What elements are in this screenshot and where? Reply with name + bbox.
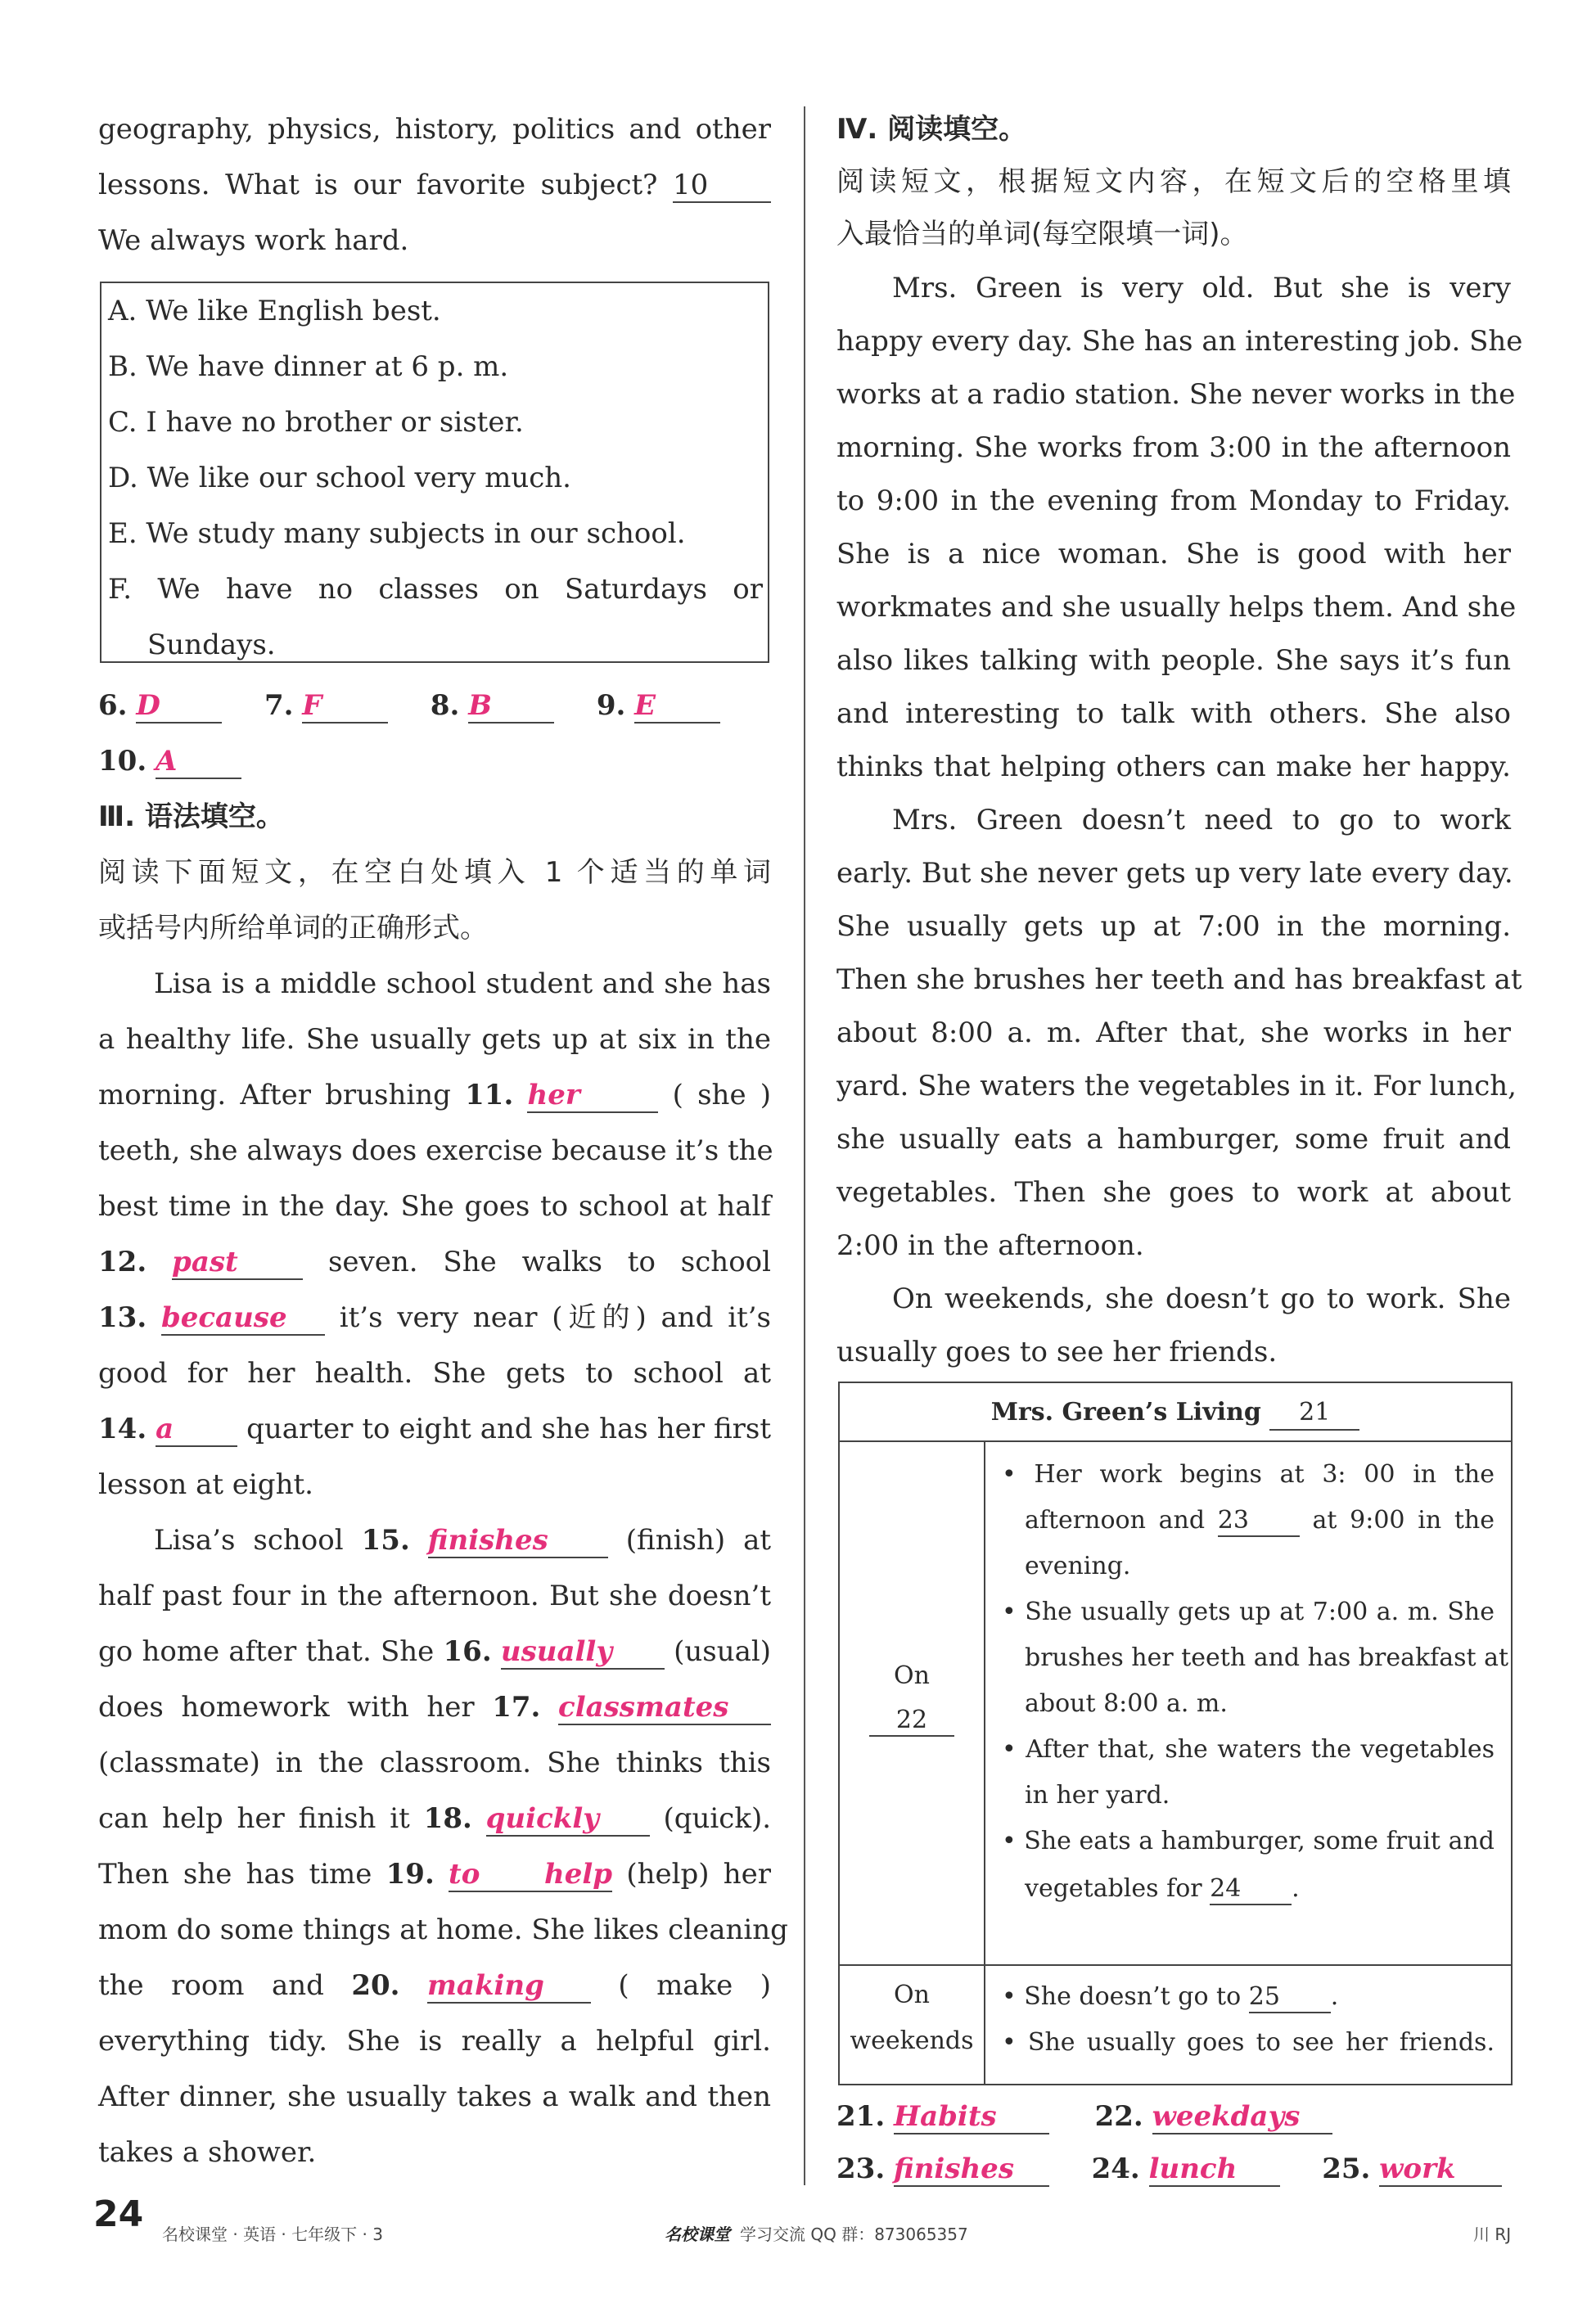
- table-row-divider: [840, 1964, 1511, 1966]
- row2-label: On: [894, 1981, 930, 2009]
- text-line: We always work hard.: [98, 224, 409, 257]
- table-item: • She usually gets up at 7:00 a. m. She: [1002, 1598, 1495, 1626]
- passage-line: vegetables. Then she goes to work at about: [836, 1176, 1511, 1209]
- section-3-title: Ⅲ. 语法填空。: [98, 800, 284, 833]
- answer-21: Habits: [894, 2100, 1049, 2134]
- blank-18: quickly: [486, 1802, 650, 1837]
- table-column-divider: [984, 1440, 985, 2084]
- passage-line: Lisa’s school 15. finishes (finish) at: [154, 1524, 772, 1557]
- brand-logo: 名校课堂: [665, 2225, 730, 2244]
- option-f-cont: Sundays.: [147, 629, 276, 661]
- blank-25: 25: [1249, 1982, 1331, 2013]
- passage-line: usually goes to see her friends.: [836, 1336, 1278, 1368]
- passage-line: works at a radio station. She never works in the: [836, 378, 1516, 411]
- table-item: evening.: [1025, 1552, 1131, 1580]
- passage-line: does homework with her 17. classmates: [98, 1683, 771, 1732]
- option-d: D. We like our school very much.: [108, 462, 571, 494]
- answer-22: weekdays: [1152, 2100, 1332, 2134]
- book-info: 名校课堂 · 英语 · 七年级下 · 3: [162, 2225, 383, 2244]
- table-title: Mrs. Green’s Living 21: [840, 1396, 1511, 1431]
- table-item: in her yard.: [1025, 1781, 1170, 1810]
- passage-line: morning. She works from 3:00 in the afternoon: [836, 431, 1511, 464]
- answer-24: lunch: [1149, 2152, 1280, 2187]
- table-item: afternoon and 23 at 9:00 in the: [1025, 1498, 1495, 1544]
- passage-line: also likes talking with people. She says it’s fun: [836, 644, 1511, 677]
- passage-line: 14. a quarter to eight and she has her first: [98, 1413, 771, 1445]
- passage-line: On weekends, she doesn’t go to work. She: [892, 1282, 1511, 1315]
- section-4-instruction: 阅读短文，根据短文内容，在短文后的空格里填: [836, 165, 1511, 198]
- options-box: [100, 282, 769, 663]
- passage-line: to 9:00 in the evening from Monday to Friday.: [836, 485, 1511, 517]
- passage-line: (classmate) in the classroom. She thinks this: [98, 1747, 771, 1779]
- answer-row-10: 10. A: [98, 737, 771, 786]
- option-f: F. We have no classes on Saturdays or: [108, 573, 763, 606]
- passage-line: half past four in the afternoon. But she doesn’t: [98, 1580, 771, 1612]
- passage-line: morning. After brushing 11. her ( she ): [98, 1079, 772, 1111]
- passage-line: go home after that. She 16. usually (usual): [98, 1635, 772, 1668]
- table-item: • She usually goes to see her friends.: [1002, 2028, 1495, 2057]
- option-e: E. We study many subjects in our school.: [108, 517, 686, 550]
- info-table: [838, 1382, 1513, 2085]
- passage-line: Mrs. Green doesn’t need to go to work: [892, 804, 1511, 836]
- table-item: • After that, she waters the vegetables: [1002, 1735, 1495, 1764]
- passage-line: She usually gets up at 7:00 in the morning.: [836, 910, 1511, 943]
- section-4-instruction: 入最恰当的单词(每空限填一词)。: [836, 218, 1248, 250]
- table-item: brushes her teeth and has breakfast at: [1025, 1643, 1509, 1672]
- passage-line: teeth, she always does exercise because it’s the: [98, 1134, 773, 1167]
- row1-label: On: [894, 1661, 930, 1690]
- option-a: A. We like English best.: [108, 295, 441, 327]
- text-line: geography, physics, history, politics and other: [98, 113, 771, 146]
- passage-line: Mrs. Green is very old. But she is very: [892, 272, 1511, 304]
- passage-line: 2:00 in the afternoon.: [836, 1229, 1144, 1262]
- passage-line: happy every day. She has an interesting job. She: [836, 325, 1523, 358]
- passage-line: can help her finish it 18. quickly (quick).: [98, 1802, 772, 1835]
- passage-line: a healthy life. She usually gets up at six in the: [98, 1023, 771, 1056]
- passage-line: She is a nice woman. She is good with her: [836, 538, 1511, 570]
- table-item: • She doesn’t go to 25 .: [1002, 1974, 1495, 2020]
- table-header-row: [840, 1383, 1511, 1442]
- answer-7: F: [302, 689, 388, 724]
- table-item: about 8:00 a. m.: [1025, 1689, 1228, 1718]
- passage-line: the room and 20. making ( make ): [98, 1969, 771, 2002]
- blank-22: 22: [869, 1706, 954, 1737]
- blank-10: 10: [673, 169, 771, 203]
- passage-line: After dinner, she usually takes a walk and then: [98, 2080, 771, 2113]
- answer-row-6-9: 6. D 7. F 8. B 9. E: [98, 681, 771, 730]
- qq-group: 学习交流 QQ 群：873065357: [740, 2225, 968, 2244]
- row2-label: weekends: [850, 2026, 974, 2055]
- edition-mark: 川 RJ: [1473, 2225, 1512, 2244]
- blank-17: classmates: [558, 1691, 771, 1725]
- passage-line: good for her health. She gets to school at: [98, 1357, 771, 1390]
- section-4-title: Ⅳ. 阅读填空。: [836, 113, 1027, 146]
- column-divider: [804, 106, 805, 2185]
- blank-11: her: [527, 1079, 658, 1113]
- answer-row-21-22: 21. Habits 22. weekdays: [836, 2092, 1511, 2141]
- passage-line: she usually eats a hamburger, some fruit and: [836, 1123, 1511, 1156]
- passage-line: lesson at eight.: [98, 1468, 313, 1501]
- blank-23: 23: [1218, 1506, 1300, 1537]
- passage-line: about 8:00 a. m. After that, she works in her: [836, 1017, 1511, 1049]
- passage-line: 13. because it’s very near (近的) and it’s: [98, 1301, 772, 1334]
- passage-line: yard. She waters the vegetables in it. For lunch,: [836, 1070, 1517, 1102]
- answer-10: A: [156, 745, 241, 779]
- text-line: lessons. What is our favorite subject? 10: [98, 160, 771, 210]
- answer-row-23-25: 23. finishes 24. lunch 25. work: [836, 2144, 1511, 2193]
- option-c: C. I have no brother or sister.: [108, 406, 524, 439]
- passage-line: 12. past seven. She walks to school: [98, 1246, 772, 1278]
- passage-line: best time in the day. She goes to school at half: [98, 1190, 771, 1223]
- table-item: • She eats a hamburger, some fruit and: [1002, 1827, 1495, 1855]
- passage-line: early. But she never gets up very late every day.: [836, 857, 1513, 890]
- blank-16: usually: [501, 1635, 665, 1670]
- blank-15: finishes: [428, 1524, 608, 1558]
- table-item: vegetables for 24 .: [1025, 1866, 1495, 1912]
- answer-9: E: [634, 689, 720, 724]
- passage-line: Then she has time 19. to help (help) her: [98, 1858, 772, 1891]
- passage-line: and interesting to talk with others. She also: [836, 697, 1511, 730]
- passage-line: mom do some things at home. She likes cleaning: [98, 1914, 788, 1946]
- blank-14: a: [156, 1413, 237, 1447]
- section-3-instruction: 或括号内所给单词的正确形式。: [98, 912, 488, 944]
- passage-line: Then she brushes her teeth and has breakfast at: [836, 963, 1522, 996]
- blank-19: to help: [449, 1858, 613, 1891]
- table-item: • Her work begins at 3: 00 in the: [1002, 1460, 1495, 1489]
- page-number: 24: [93, 2193, 144, 2235]
- passage-line: everything tidy. She is really a helpful girl.: [98, 2025, 771, 2058]
- passage-line: Lisa is a middle school student and she has: [154, 967, 771, 1000]
- passage-line: thinks that helping others can make her happy.: [836, 751, 1511, 783]
- blank-13: because: [161, 1301, 325, 1336]
- passage-line: takes a shower.: [98, 2136, 317, 2169]
- blank-12: past: [172, 1246, 303, 1280]
- answer-25: work: [1379, 2152, 1502, 2187]
- answer-6: D: [136, 689, 222, 724]
- answer-23: finishes: [894, 2152, 1049, 2187]
- blank-21: 21: [1269, 1396, 1359, 1431]
- blank-20: making: [427, 1969, 591, 2004]
- blank-24: 24: [1210, 1874, 1292, 1905]
- section-3-instruction: 阅读下面短文，在空白处填入 1 个适当的单词: [98, 856, 771, 889]
- answer-8: B: [468, 689, 554, 724]
- passage-line: workmates and she usually helps them. And she: [836, 591, 1517, 624]
- option-b: B. We have dinner at 6 p. m.: [108, 350, 509, 383]
